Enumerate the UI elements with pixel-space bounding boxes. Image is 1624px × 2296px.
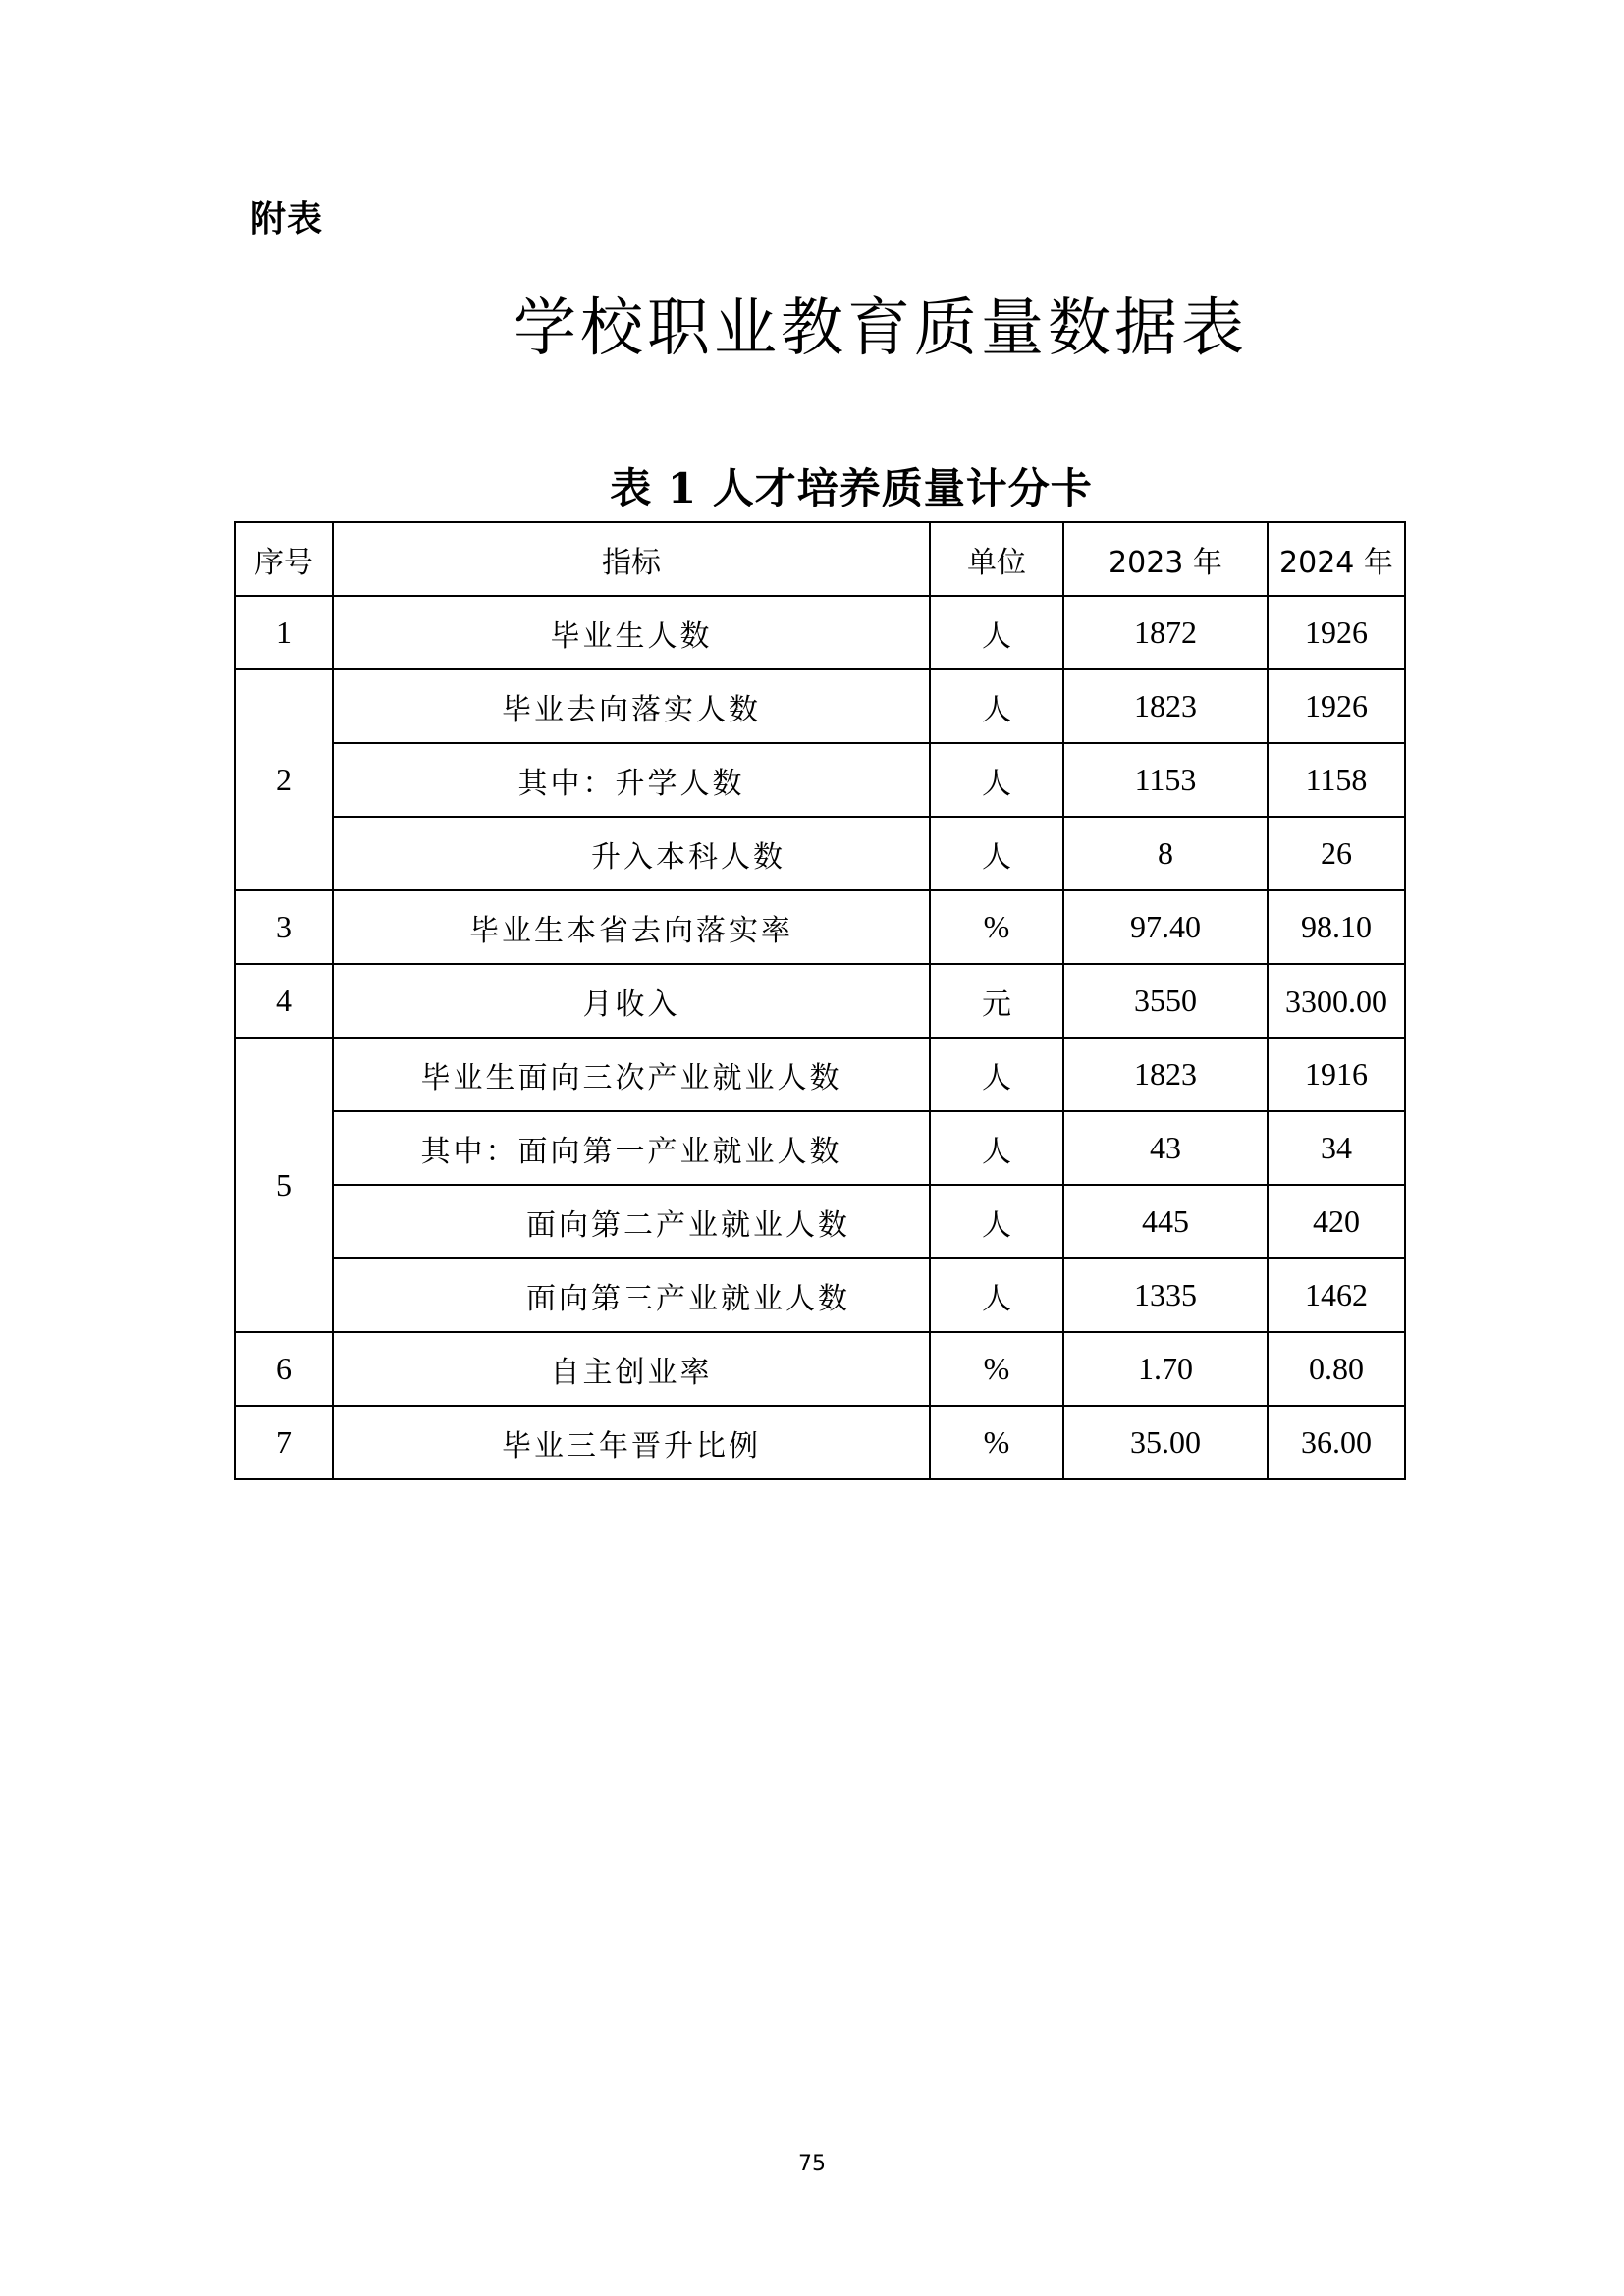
row-value-2023: 35.00 bbox=[1063, 1406, 1268, 1479]
row-value-2023: 8 bbox=[1063, 817, 1268, 890]
row-unit: 人 bbox=[930, 1038, 1063, 1111]
row-seq: 5 bbox=[235, 1038, 333, 1332]
row-value-2023: 1153 bbox=[1063, 743, 1268, 817]
row-value-2024: 0.80 bbox=[1268, 1332, 1405, 1406]
header-indicator: 指标 bbox=[333, 522, 930, 596]
header-seq: 序号 bbox=[235, 522, 333, 596]
row-value-2023: 1823 bbox=[1063, 669, 1268, 743]
row-unit: % bbox=[930, 1406, 1063, 1479]
row-indicator: 毕业生面向三次产业就业人数 bbox=[333, 1038, 930, 1111]
row-indicator: 其中：面向第一产业就业人数 bbox=[333, 1111, 930, 1185]
talent-training-scorecard-table bbox=[234, 521, 1406, 1480]
row-value-2023: 445 bbox=[1063, 1185, 1268, 1258]
row-value-2024: 34 bbox=[1268, 1111, 1405, 1185]
row-value-2024: 420 bbox=[1268, 1185, 1405, 1258]
row-value-2024: 1158 bbox=[1268, 743, 1405, 817]
page-number: 75 bbox=[798, 2152, 826, 2176]
row-seq: 1 bbox=[235, 596, 333, 669]
table-row bbox=[235, 743, 1405, 817]
row-value-2024: 1462 bbox=[1268, 1258, 1405, 1332]
row-unit: 人 bbox=[930, 669, 1063, 743]
row-indicator: 升入本科人数 bbox=[333, 817, 930, 890]
row-value-2023: 43 bbox=[1063, 1111, 1268, 1185]
row-seq: 7 bbox=[235, 1406, 333, 1479]
row-seq: 2 bbox=[235, 669, 333, 890]
table-row bbox=[235, 964, 1405, 1038]
row-unit: 人 bbox=[930, 817, 1063, 890]
table-header-row bbox=[235, 522, 1405, 596]
table-caption: 表 1 人才培养质量计分卡 bbox=[610, 464, 1093, 512]
row-unit: 人 bbox=[930, 743, 1063, 817]
row-indicator: 月收入 bbox=[333, 964, 930, 1038]
row-value-2024: 98.10 bbox=[1268, 890, 1405, 964]
table-row bbox=[235, 1111, 1405, 1185]
row-unit: 人 bbox=[930, 1185, 1063, 1258]
row-unit: 元 bbox=[930, 964, 1063, 1038]
row-indicator: 自主创业率 bbox=[333, 1332, 930, 1406]
table-row bbox=[235, 669, 1405, 743]
row-indicator: 面向第二产业就业人数 bbox=[333, 1185, 930, 1258]
row-value-2024: 1916 bbox=[1268, 1038, 1405, 1111]
appendix-label: 附表 bbox=[250, 199, 324, 240]
table-row bbox=[235, 817, 1405, 890]
row-unit: % bbox=[930, 890, 1063, 964]
row-indicator: 毕业三年晋升比例 bbox=[333, 1406, 930, 1479]
row-indicator: 毕业去向落实人数 bbox=[333, 669, 930, 743]
row-unit: 人 bbox=[930, 1111, 1063, 1185]
row-value-2023: 1335 bbox=[1063, 1258, 1268, 1332]
row-indicator: 其中：升学人数 bbox=[333, 743, 930, 817]
row-indicator: 毕业生人数 bbox=[333, 596, 930, 669]
table-row bbox=[235, 890, 1405, 964]
row-indicator: 面向第三产业就业人数 bbox=[333, 1258, 930, 1332]
table-row bbox=[235, 1406, 1405, 1479]
document-title: 学校职业教育质量数据表 bbox=[514, 293, 1248, 365]
row-unit: 人 bbox=[930, 1258, 1063, 1332]
table-row bbox=[235, 1038, 1405, 1111]
row-seq: 6 bbox=[235, 1332, 333, 1406]
row-value-2023: 1872 bbox=[1063, 596, 1268, 669]
table-row bbox=[235, 1332, 1405, 1406]
row-value-2024: 36.00 bbox=[1268, 1406, 1405, 1479]
table-row bbox=[235, 1185, 1405, 1258]
row-indicator: 毕业生本省去向落实率 bbox=[333, 890, 930, 964]
table-row bbox=[235, 596, 1405, 669]
row-unit: % bbox=[930, 1332, 1063, 1406]
row-value-2024: 3300.00 bbox=[1268, 964, 1405, 1038]
row-value-2024: 1926 bbox=[1268, 669, 1405, 743]
row-value-2023: 3550 bbox=[1063, 964, 1268, 1038]
row-unit: 人 bbox=[930, 596, 1063, 669]
row-value-2023: 97.40 bbox=[1063, 890, 1268, 964]
row-seq: 3 bbox=[235, 890, 333, 964]
row-value-2024: 26 bbox=[1268, 817, 1405, 890]
row-value-2024: 1926 bbox=[1268, 596, 1405, 669]
row-value-2023: 1823 bbox=[1063, 1038, 1268, 1111]
header-2023: 2023 年 bbox=[1063, 522, 1268, 596]
header-unit: 单位 bbox=[930, 522, 1063, 596]
row-value-2023: 1.70 bbox=[1063, 1332, 1268, 1406]
table-row bbox=[235, 1258, 1405, 1332]
row-seq: 4 bbox=[235, 964, 333, 1038]
header-2024: 2024 年 bbox=[1268, 522, 1405, 596]
